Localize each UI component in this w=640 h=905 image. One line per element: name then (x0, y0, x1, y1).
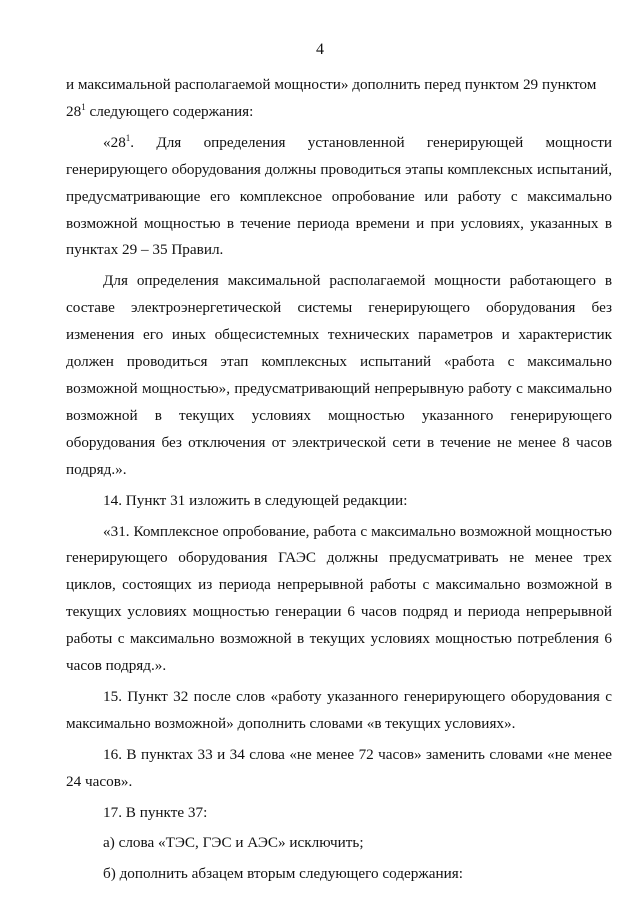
paragraph-text-tail: . Для определения установленной генерирующей мощности генерирующего оборудования должны проводиться этапы комплексных испытаний, предусматривающие его комплексное опробование или работу с максимально возможной мощностью в течение периода времени и при условиях, указанных в пунктах 29 – 35 Правил. (66, 133, 612, 259)
paragraph (66, 742, 612, 796)
paragraph-text: б) дополнить абзацем вторым следующего содержания: (103, 865, 463, 883)
superscript: 1 (125, 132, 131, 143)
paragraph-text: 28 (66, 102, 82, 120)
paragraph (66, 861, 612, 888)
paragraph-text: «31. Комплексное опробование, работа с максимально возможной мощностью генерирующего оборудования ГАЭС должны предусматривать не менее трех циклов, состоящих из периода непрерывной работы с максимально возможной в текущих условиях мощностью генерации 6 часов подряд и периода непрерывной работы с максимально возможной в текущих условиях мощностью потребления 6 часов подряд.». (66, 522, 612, 675)
document-body (66, 72, 612, 888)
paragraph (66, 488, 612, 515)
paragraph-text-tail: следующего содержания: (85, 102, 254, 120)
paragraph (66, 72, 612, 99)
superscript: 1 (81, 101, 86, 112)
page-number: 4 (316, 41, 324, 58)
paragraph (66, 830, 612, 857)
paragraph (66, 800, 612, 827)
paragraph-text: Для определения максимальной располагаемой мощности работающего в составе электроэнергетической системы генерирующего оборудования без изменения его иных общесистемных технических параметров и характеристик должен проводиться этап комплексных испытаний «работа с максимально возможной мощностью», предусматривающий непрерывную работу с максимально возможной в текущих условиях мощностью указанного генерирующего оборудования без отключения от электрической сети в течение не менее 8 часов подряд.». (66, 272, 612, 478)
paragraph-text: 17. В пункте 37: (103, 803, 208, 821)
paragraph (66, 130, 612, 265)
paragraph-text: 15. Пункт 32 после слов «работу указанного генерирующего оборудования с максимально возможной» дополнить словами «в текущих условиях». (66, 687, 612, 732)
paragraph (66, 519, 612, 680)
paragraph-text: а) слова «ТЭС, ГЭС и АЭС» исключить; (103, 834, 364, 852)
paragraph-text: 16. В пунктах 33 и 34 слова «не менее 72 часов» заменить словами «не менее 24 часов». (66, 745, 612, 790)
paragraph (66, 99, 612, 126)
paragraph-text: и максимальной располагаемой мощности» дополнить перед пунктом 29 пунктом (66, 76, 597, 93)
paragraph-text: «28 (103, 133, 126, 151)
paragraph-text: 14. Пункт 31 изложить в следующей редакции: (103, 491, 408, 509)
paragraph (66, 268, 612, 483)
paragraph (66, 684, 612, 738)
